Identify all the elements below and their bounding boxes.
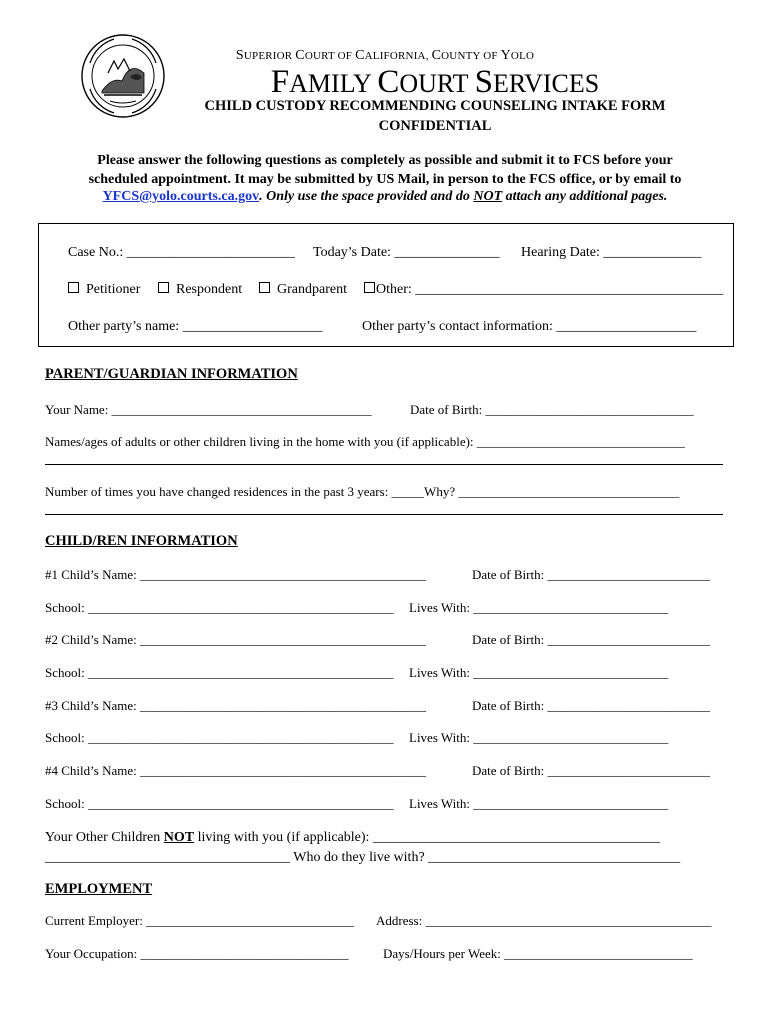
children-heading: CHILD/REN INFORMATION <box>45 533 238 549</box>
grandparent-option[interactable]: Grandparent <box>259 282 347 298</box>
email-link[interactable]: YFCS@yolo.courts.ca.gov <box>102 189 260 204</box>
case-number-field[interactable]: Case No.: ________________________ <box>68 245 295 260</box>
todays-date-field[interactable]: Today’s Date: _______________ <box>313 245 500 260</box>
instructions-line-3: YFCS@yolo.courts.ca.gov. Only use the space provided and do NOT attach any additional pages. <box>102 189 668 204</box>
child-3-school-field[interactable]: School: _______________________________________________ <box>45 730 394 745</box>
child-2-lives-with-field[interactable]: Lives With: ______________________________ <box>409 665 669 680</box>
grandparent-checkbox[interactable] <box>259 282 270 293</box>
child-4-name-field[interactable]: #4 Child’s Name: ____________________________________________ <box>45 763 426 778</box>
parent-dob-field[interactable]: Date of Birth: ________________________________ <box>410 402 694 417</box>
child-2-school-field[interactable]: School: _______________________________________________ <box>45 665 394 680</box>
child-1-school-field[interactable]: School: _______________________________________________ <box>45 600 394 615</box>
current-employer-field[interactable]: Current Employer: ________________________________ <box>45 913 355 928</box>
residence-continuation-line[interactable] <box>45 514 723 515</box>
other-children-live-with-field[interactable]: ___________________________________ Who do they live with? ____________________________________ <box>45 850 681 865</box>
your-name-field[interactable]: Your Name: ________________________________________ <box>45 402 372 417</box>
other-children-field[interactable]: Your Other Children NOT living with you (if applicable): _________________________________________ <box>45 830 660 845</box>
child-1-lives-with-field[interactable]: Lives With: ______________________________ <box>409 600 669 615</box>
respondent-option[interactable]: Respondent <box>158 282 242 298</box>
form-subtitle: CHILD CUSTODY RECOMMENDING COUNSELING INTAKE FORM <box>204 98 666 114</box>
other-checkbox[interactable] <box>364 282 375 293</box>
child-1-name-field[interactable]: #1 Child’s Name: ____________________________________________ <box>45 567 426 582</box>
household-continuation-line[interactable] <box>45 464 723 465</box>
instructions-line-2: scheduled appointment. It may be submitted by US Mail, in person to the FCS office, or by email to <box>88 172 682 187</box>
employer-address-field[interactable]: Address: ____________________________________________ <box>376 913 712 928</box>
instructions-line-1: Please answer the following questions as completely as possible and submit it to FCS before your <box>97 153 673 168</box>
child-4-lives-with-field[interactable]: Lives With: ______________________________ <box>409 796 669 811</box>
hearing-date-field[interactable]: Hearing Date: ______________ <box>521 245 702 260</box>
petitioner-checkbox[interactable] <box>68 282 79 293</box>
child-3-dob-field[interactable]: Date of Birth: _________________________ <box>472 698 710 713</box>
other-option[interactable]: Other: ____________________________________________ <box>364 282 723 298</box>
parent-guardian-heading: PARENT/GUARDIAN INFORMATION <box>45 366 298 382</box>
child-3-name-field[interactable]: #3 Child’s Name: ____________________________________________ <box>45 698 426 713</box>
respondent-checkbox[interactable] <box>158 282 169 293</box>
other-party-name-field[interactable]: Other party’s name: ____________________ <box>68 319 323 334</box>
court-name: SUPERIOR COURT OF CALIFORNIA, COUNTY OF YOLO <box>235 48 535 63</box>
child-3-lives-with-field[interactable]: Lives With: ______________________________ <box>409 730 669 745</box>
occupation-field[interactable]: Your Occupation: ________________________________ <box>45 946 349 961</box>
residence-changes-field[interactable]: Number of times you have changed residences in the past 3 years: _____Why? __________________________________ <box>45 484 680 499</box>
employment-heading: EMPLOYMENT <box>45 881 153 897</box>
child-1-dob-field[interactable]: Date of Birth: _________________________ <box>472 567 710 582</box>
page-title: FAMILY COURT SERVICES <box>270 64 600 100</box>
confidential-label: CONFIDENTIAL <box>378 118 492 134</box>
child-2-name-field[interactable]: #2 Child’s Name: ____________________________________________ <box>45 632 426 647</box>
child-2-dob-field[interactable]: Date of Birth: _________________________ <box>472 632 710 647</box>
petitioner-option[interactable]: Petitioner <box>68 282 140 298</box>
household-members-field[interactable]: Names/ages of adults or other children living in the home with you (if applicable): ________________________________ <box>45 434 685 449</box>
child-4-school-field[interactable]: School: _______________________________________________ <box>45 796 394 811</box>
child-4-dob-field[interactable]: Date of Birth: _________________________ <box>472 763 710 778</box>
days-hours-field[interactable]: Days/Hours per Week: _____________________________ <box>383 946 693 961</box>
other-party-contact-field[interactable]: Other party’s contact information: ____________________ <box>362 319 697 334</box>
